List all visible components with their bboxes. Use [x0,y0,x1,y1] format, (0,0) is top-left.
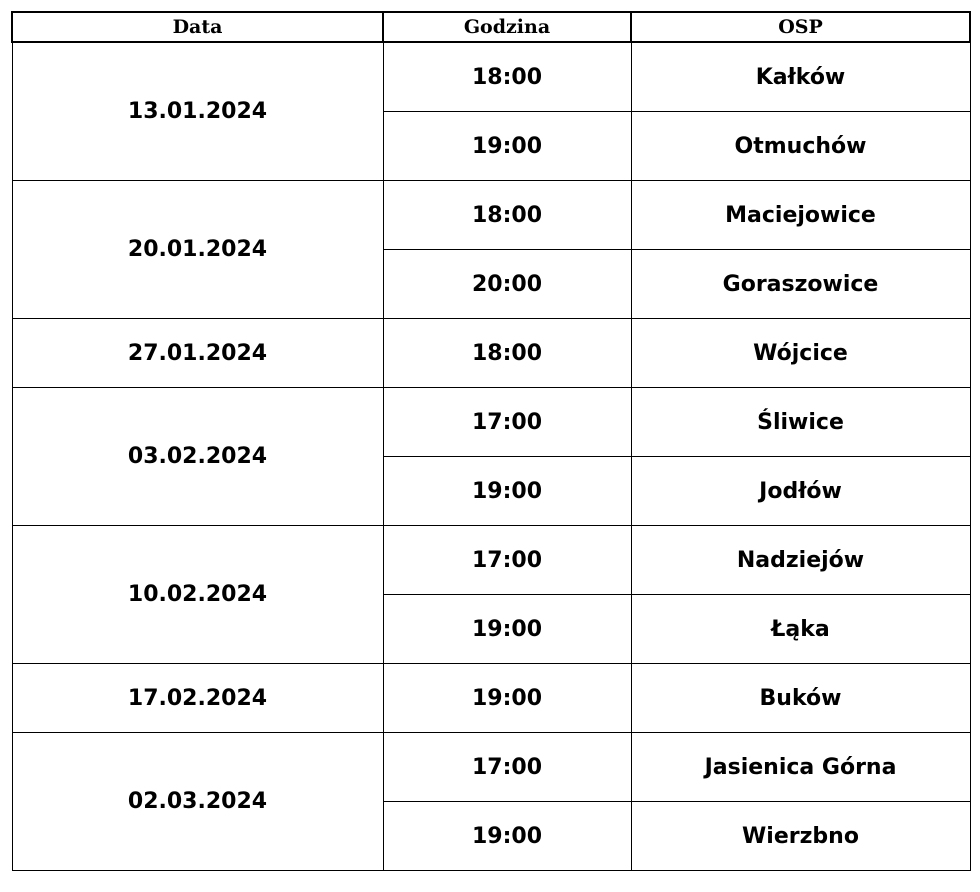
time-cell: 19:00 [383,112,631,181]
table-row [12,664,970,733]
time-cell: 19:00 [383,664,631,733]
table-row [12,42,970,112]
osp-cell: Jodłów [631,457,970,526]
header-date: Data [12,12,383,42]
time-cell: 19:00 [383,457,631,526]
time-cell: 17:00 [383,733,631,802]
header-row [12,12,970,42]
time-cell: 18:00 [383,42,631,112]
osp-cell: Buków [631,664,970,733]
osp-cell: Kałków [631,42,970,112]
time-cell: 20:00 [383,250,631,319]
date-cell: 10.02.2024 [12,526,383,664]
table-row [12,733,970,802]
osp-cell: Otmuchów [631,112,970,181]
schedule-table [11,11,971,871]
time-cell: 19:00 [383,802,631,871]
table-row [12,526,970,595]
table-row [12,319,970,388]
time-cell: 17:00 [383,526,631,595]
date-cell: 13.01.2024 [12,42,383,181]
table-row [12,181,970,250]
osp-cell: Łąka [631,595,970,664]
osp-cell: Maciejowice [631,181,970,250]
osp-cell: Goraszowice [631,250,970,319]
time-cell: 19:00 [383,595,631,664]
date-cell: 03.02.2024 [12,388,383,526]
schedule-body [12,42,970,871]
date-cell: 27.01.2024 [12,319,383,388]
header-time: Godzina [383,12,631,42]
header-osp: OSP [631,12,970,42]
table-row [12,388,970,457]
date-cell: 20.01.2024 [12,181,383,319]
osp-cell: Wierzbno [631,802,970,871]
time-cell: 18:00 [383,319,631,388]
osp-cell: Wójcice [631,319,970,388]
date-cell: 17.02.2024 [12,664,383,733]
date-cell: 02.03.2024 [12,733,383,871]
time-cell: 17:00 [383,388,631,457]
osp-cell: Jasienica Górna [631,733,970,802]
time-cell: 18:00 [383,181,631,250]
osp-cell: Śliwice [631,388,970,457]
osp-cell: Nadziejów [631,526,970,595]
